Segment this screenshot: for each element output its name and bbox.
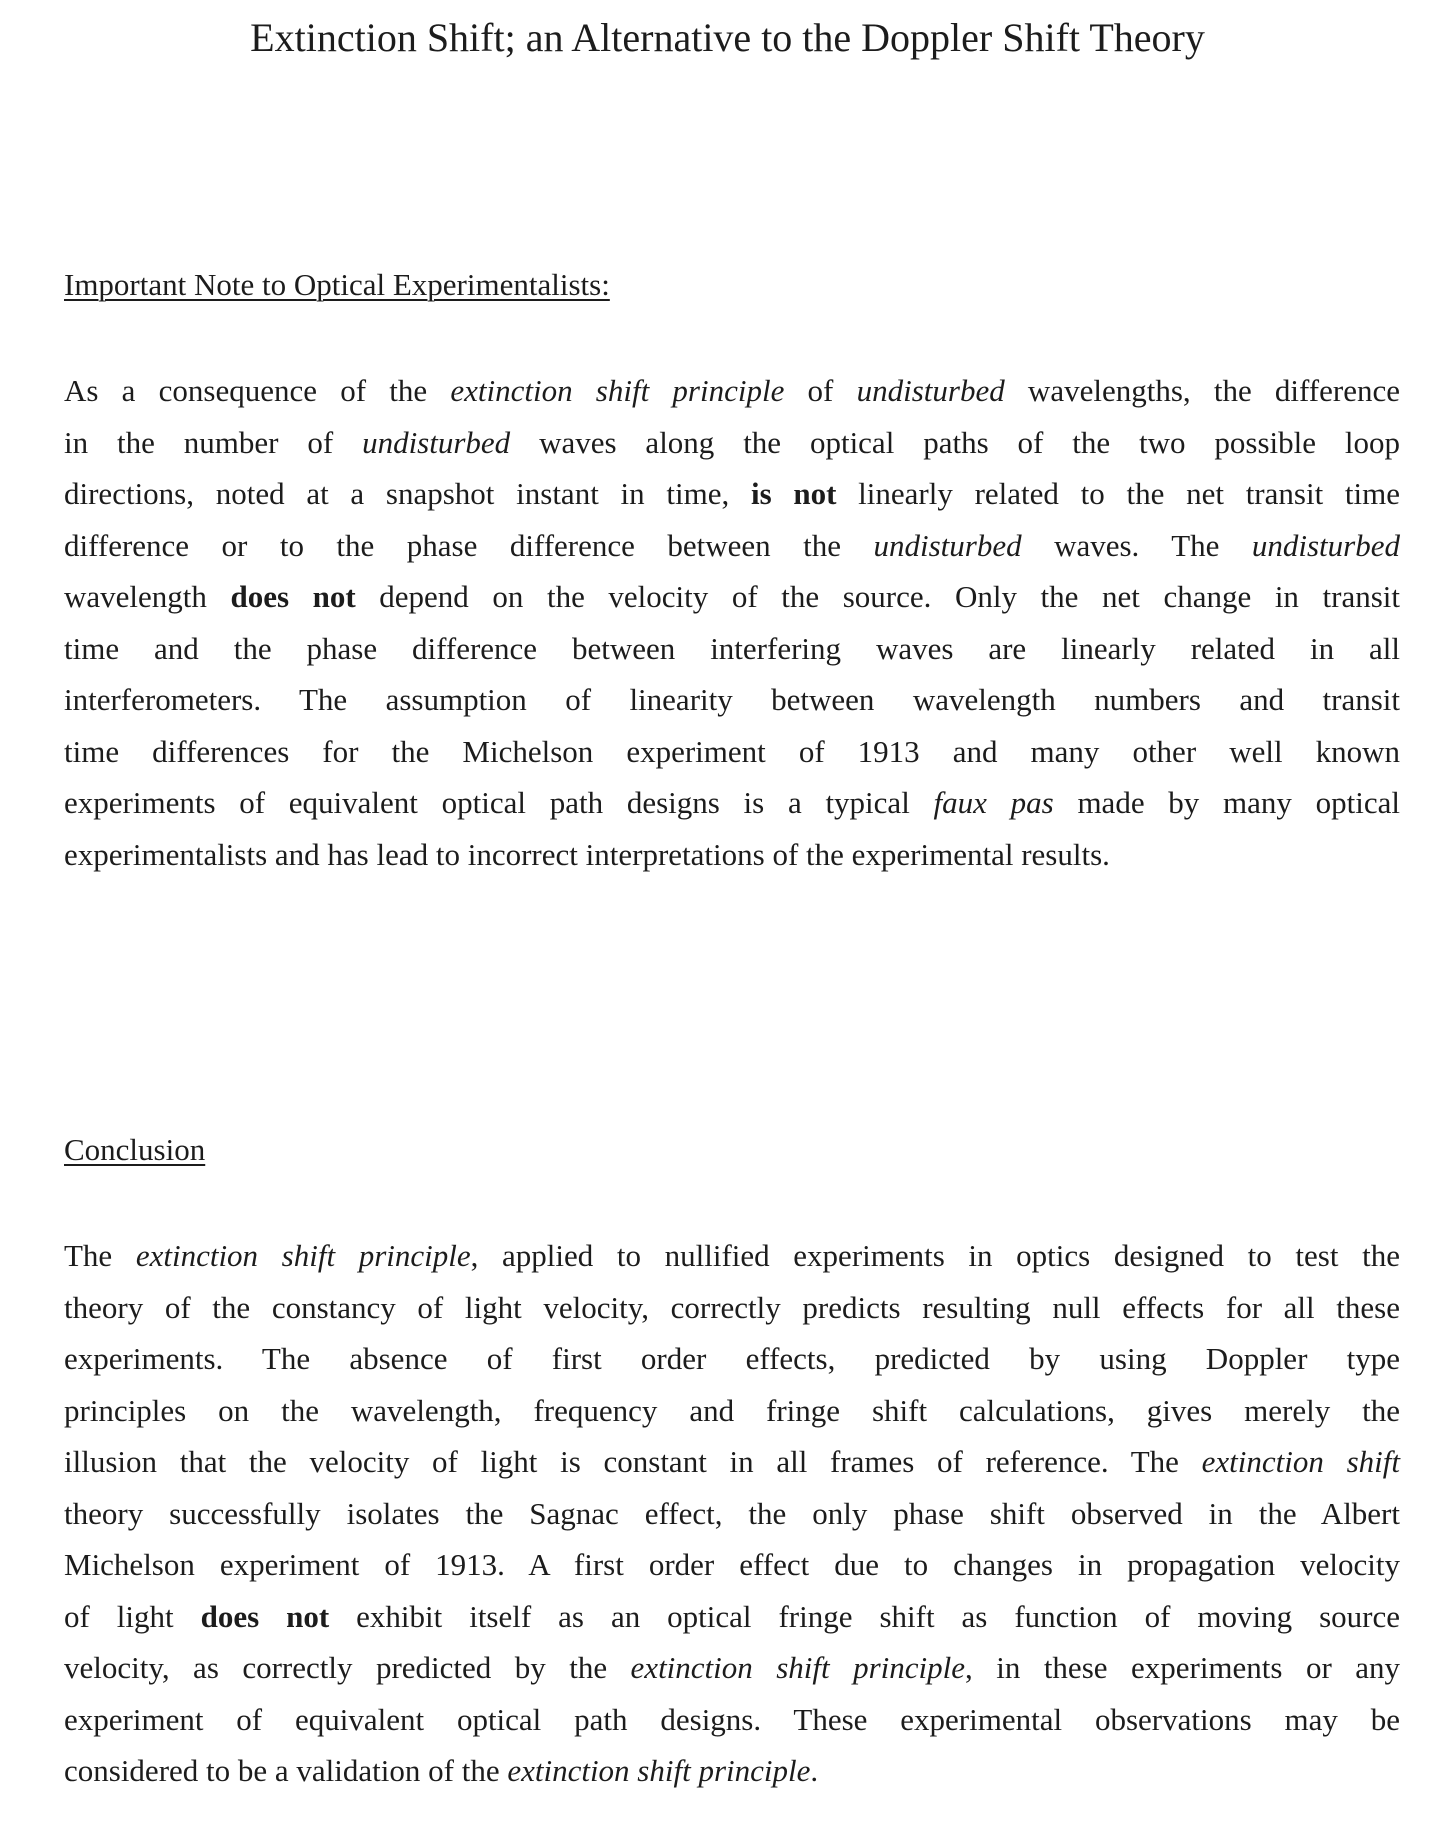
section-heading-important-note: Important Note to Optical Experimentalists:	[64, 267, 610, 302]
text-run: depend on the velocity of the source. Only the net change in transit	[355, 579, 1401, 614]
text-line	[64, 1282, 1400, 1334]
text-run: difference or to the phase difference between the	[64, 527, 874, 563]
text-line	[64, 365, 1400, 417]
text-run: interferometers. The assumption of linearity between wavelength numbers and transit	[64, 682, 1400, 717]
italic-text: extinction shift principle	[450, 373, 785, 408]
bold-text: is not	[750, 476, 837, 511]
italic-text: extinction shift principle	[507, 1753, 811, 1788]
text-run: , in these experiments or any	[965, 1650, 1400, 1685]
text-line	[64, 1745, 1400, 1797]
text-line	[64, 674, 1400, 726]
text-run: wavelength	[64, 579, 231, 614]
section-heading-conclusion: Conclusion	[64, 1132, 206, 1167]
text-line	[64, 1591, 1400, 1643]
text-run: considered to be a validation of the	[64, 1753, 508, 1788]
text-run: .	[810, 1753, 819, 1788]
text-run: experiment of equivalent optical path designs. These experimental observations may be	[64, 1701, 1400, 1737]
italic-text: extinction shift	[1201, 1444, 1400, 1479]
text-run: experiments of equivalent optical path designs is a typical	[64, 785, 934, 820]
italic-text: undisturbed	[362, 424, 511, 460]
text-run: The	[64, 1238, 136, 1273]
text-line	[64, 1642, 1400, 1694]
text-run: in the number of	[64, 424, 363, 460]
paragraph-conclusion	[64, 1230, 1400, 1797]
text-run: linearly related to the net transit time	[836, 476, 1401, 511]
text-line	[64, 1488, 1400, 1540]
text-line	[64, 1539, 1400, 1591]
text-run: wavelengths, the difference	[1004, 373, 1400, 408]
text-line	[64, 1694, 1400, 1746]
text-line	[64, 623, 1400, 675]
text-run: waves. The	[1021, 527, 1252, 563]
text-run: Michelson experiment of 1913. A first order effect due to changes in propagation velocity	[64, 1547, 1400, 1582]
text-run: time and the phase difference between interfering waves are linearly related in all	[64, 630, 1400, 666]
text-run: directions, noted at a snapshot instant in time,	[64, 476, 751, 511]
italic-text: faux pas	[933, 785, 1054, 820]
text-line	[64, 1333, 1400, 1385]
text-run: , applied to nullified experiments in optics designed to test the	[470, 1238, 1400, 1273]
text-run: velocity, as correctly predicted by the	[64, 1650, 631, 1685]
italic-text: extinction shift principle	[135, 1238, 471, 1273]
text-line	[64, 777, 1400, 829]
text-run: As a consequence of the	[64, 373, 451, 408]
italic-text: extinction shift principle	[630, 1650, 966, 1685]
text-run: waves along the optical paths of the two possible loop	[510, 424, 1400, 460]
text-line	[64, 1385, 1400, 1437]
document-title: Extinction Shift; an Alternative to the Doppler Shift Theory	[250, 15, 1205, 60]
text-line	[64, 829, 1400, 881]
text-run: of	[784, 373, 857, 408]
text-line	[64, 726, 1400, 778]
text-run: theory of the constancy of light velocity, correctly predicts resulting null effects for all these	[64, 1289, 1400, 1325]
text-line	[64, 1436, 1400, 1488]
text-run: time differences for the Michelson experiment of 1913 and many other well known	[64, 733, 1400, 769]
text-line	[64, 520, 1400, 572]
text-run: experiments. The absence of first order effects, predicted by using Doppler type	[64, 1341, 1400, 1376]
text-run: of light	[64, 1598, 201, 1634]
text-line	[64, 417, 1400, 469]
text-run: principles on the wavelength, frequency and fringe shift calculations, gives merely the	[64, 1392, 1400, 1428]
text-run: theory successfully isolates the Sagnac effect, the only phase shift observed in the Albert	[64, 1495, 1400, 1531]
text-run: made by many optical	[1053, 785, 1400, 820]
text-run: exhibit itself as an optical fringe shift as function of moving source	[329, 1598, 1400, 1634]
paragraph-important-note	[64, 365, 1400, 880]
italic-text: undisturbed	[856, 373, 1005, 408]
bold-text: does not	[200, 1598, 330, 1634]
text-run: experimentalists and has lead to incorrect interpretations of the experimental results.	[64, 836, 1110, 872]
text-line	[64, 1230, 1400, 1282]
italic-text: undisturbed	[1251, 527, 1400, 563]
text-run: illusion that the velocity of light is constant in all frames of reference. The	[64, 1444, 1202, 1479]
italic-text: undisturbed	[873, 527, 1022, 563]
text-line	[64, 468, 1400, 520]
bold-text: does not	[230, 579, 356, 614]
text-line	[64, 571, 1400, 623]
